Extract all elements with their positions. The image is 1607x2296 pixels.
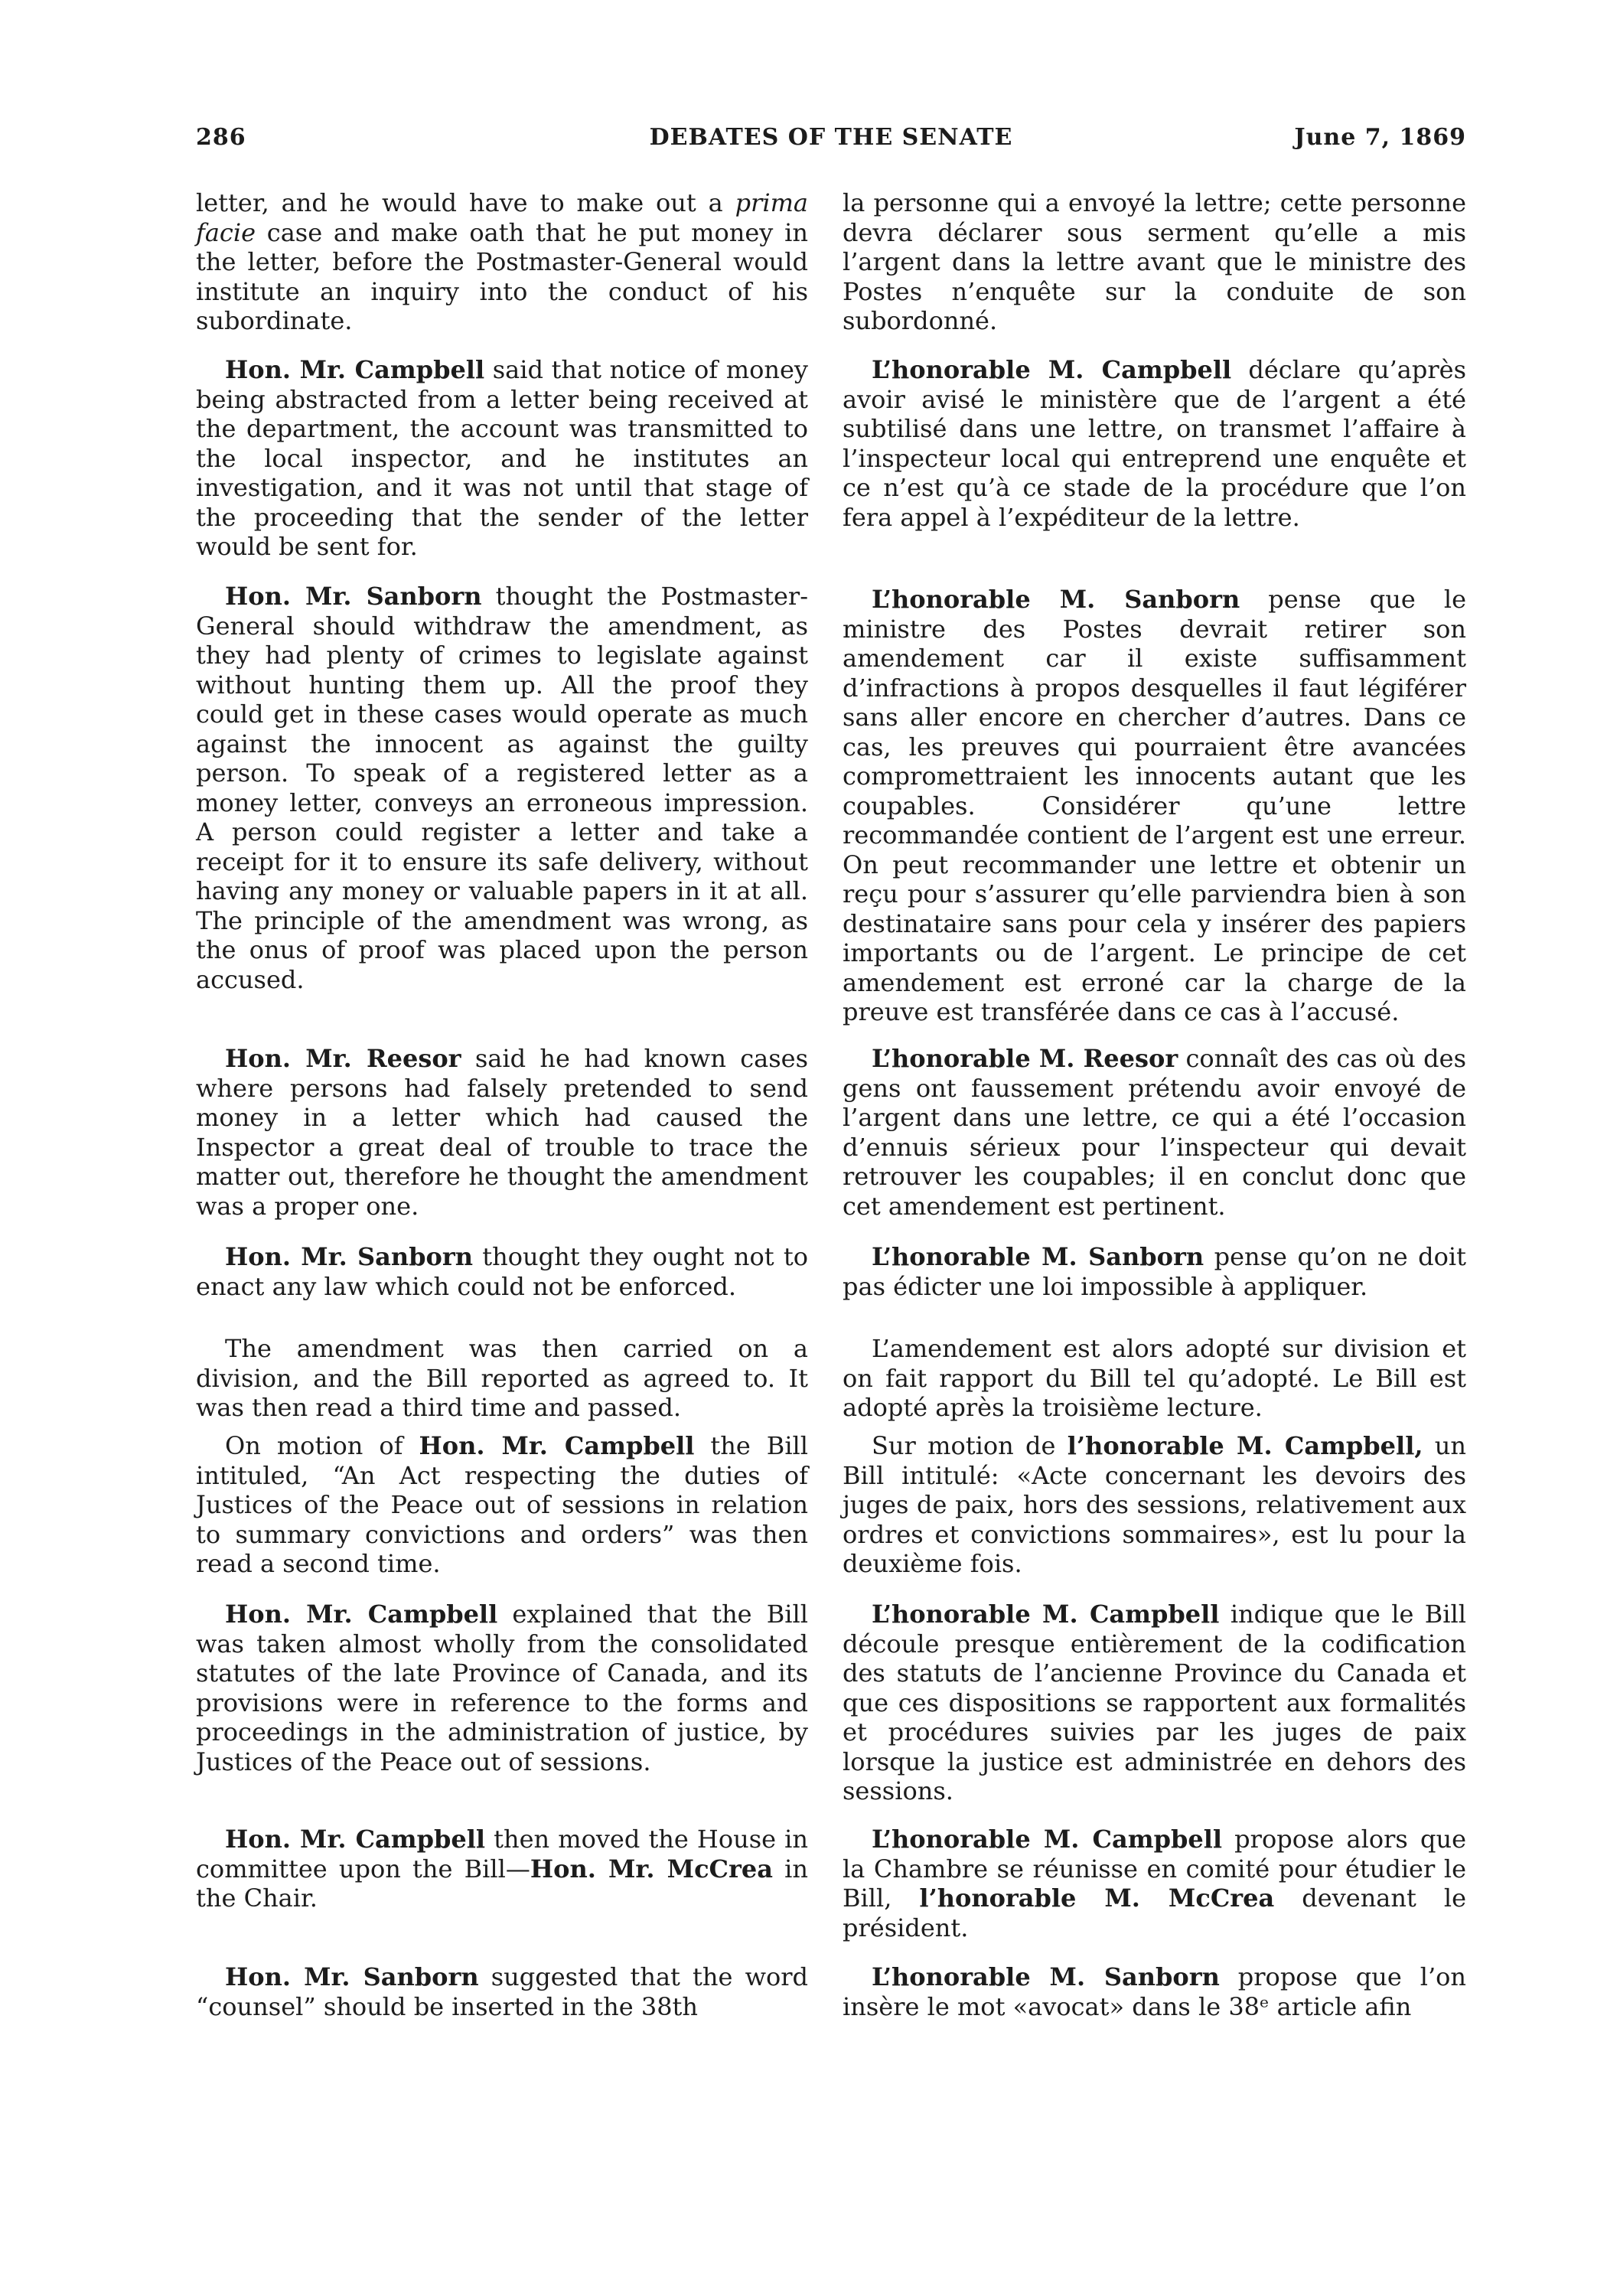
paragraph: Hon. Mr. Campbell explained that the Bill was taken almost wholly from the consolidated statutes of the late Province of Canada, and its provisions were in reference to the forms and proceedings in the administration of justice, by Justices of the Peace out of sessions. (196, 1600, 808, 1776)
speaker-name: L’honorable M. Sanborn (872, 585, 1240, 614)
paragraph: letter, and he would have to make out a prima facie case and make oath that he put money in the letter, before the Postmaster-General would institute an inquiry into the conduct of his subordinate. (196, 188, 808, 335)
paragraph: la personne qui a envoyé la lettre; cette personne devra déclarer sous serment qu’elle a mis l’argent dans la lettre avant que le ministre des Postes n’enquête sur la conduite de son subordonné. (843, 188, 1466, 335)
page-number: 286 (196, 124, 246, 151)
speaker-name: L’honorable M. Sanborn (872, 1962, 1220, 1991)
paragraph: Hon. Mr. Campbell said that notice of money being abstracted from a letter being received at the department, the account was transmitted to the local inspector, and he institutes an investigation, and it was not until that stage of the proceeding that the sender of the letter would be sent for. (196, 355, 809, 561)
speaker-name: L’honorable M. Campbell (872, 355, 1232, 384)
chair-name: l’honorable M. McCrea (919, 1883, 1275, 1913)
speaker-name: Hon. Mr. Campbell (419, 1431, 695, 1460)
speaker-name: Hon. Mr. Sanborn (225, 582, 482, 611)
paragraph: L’honorable M. Sanborn pense qu’on ne doit pas édicter une loi impossible à appliquer. (843, 1242, 1466, 1301)
paragraph: On motion of Hon. Mr. Campbell the Bill intituled, “An Act respecting the duties of Justices of the Peace out of sessions in relation to summary convictions and orders” was then read a second time. (196, 1431, 809, 1578)
paragraph: L’honorable M. Sanborn pense que le ministre des Postes devrait retirer son amendement car il existe suffisamment d’infractions à propos desquelles il faut légiférer sans aller encore en chercher d’autres. Dans ce cas, les preuves qui pourraient être avancées compromettraient les innocents autant que les coupables. Considérer qu’une lettre recommandée contient de l’argent est une erreur. On peut recommander une lettre et obtenir un reçu pour s’assurer qu’elle parviendra bien à son destinataire sans pour cela y insérer des papiers importants ou de l’argent. Le principe de cet amendement est erroné car la charge de la preuve est transférée dans ce cas à l’accusé. (843, 585, 1467, 1026)
page-header (196, 124, 1466, 155)
paragraph: L’honorable M. Campbell propose alors que la Chambre se réunisse en comité pour étudier le Bill, l’honorable M. McCrea devenant le président. (843, 1825, 1467, 1942)
paragraph: Hon. Mr. Campbell then moved the House in committee upon the Bill—Hon. Mr. McCrea in the Chair. (196, 1825, 809, 1913)
speaker-name: Hon. Mr. Sanborn (225, 1242, 473, 1271)
latin-term: prima facie (196, 188, 808, 247)
paragraph: L’amendement est alors adopté sur division et on fait rapport du Bill tel qu’adopté. Le Bill est adopté après la troisième lecture. (843, 1334, 1466, 1422)
speaker-name: L’honorable M. Sanborn (872, 1242, 1204, 1271)
speaker-name: Hon. Mr. Campbell (225, 1600, 498, 1629)
speaker-name: Hon. Mr. Reesor (225, 1044, 461, 1073)
paragraph: L’honorable M. Campbell indique que le Bill découle presque entièrement de la codification des statuts de l’ancienne Province du Canada et que ces dispositions se rapportent aux formalités et procédures suivies par les juges de paix lorsque la justice est administrée en dehors des sessions. (843, 1600, 1467, 1805)
paragraph: Sur motion de l’honorable M. Campbell, un Bill intitulé: «Acte concernant les devoirs des juges de paix, hors des sessions, relativement aux ordres et convictions sommaires», est lu pour la deuxième fois. (843, 1431, 1467, 1578)
speaker-name: L’honorable M. Reesor (872, 1044, 1178, 1073)
speaker-name: Hon. Mr. Campbell (225, 355, 485, 384)
paragraph: Hon. Mr. Sanborn thought they ought not to enact any law which could not be enforced. (196, 1242, 809, 1301)
chair-name: Hon. Mr. McCrea (530, 1854, 773, 1883)
speaker-name: Hon. Mr. Campbell (225, 1825, 486, 1854)
speaker-name: L’honorable M. Campbell (872, 1825, 1222, 1854)
running-title: DEBATES OF THE SENATE (649, 124, 1013, 151)
speaker-name: l’honorable M. Campbell, (1067, 1431, 1423, 1460)
paragraph: L’honorable M. Sanborn propose que l’on insère le mot «avocat» dans le 38ᵉ article afin (843, 1962, 1467, 2021)
paragraph: Hon. Mr. Reesor said he had known cases where persons had falsely pretended to send money in a letter which had caused the Inspector a great deal of trouble to trace the matter out, therefore he thought the amendment was a proper one. (196, 1044, 808, 1221)
paragraph: Hon. Mr. Sanborn suggested that the word “counsel” should be inserted in the 38th (196, 1962, 808, 2021)
paragraph: L’honorable M. Campbell déclare qu’après avoir avisé le ministère que de l’argent a été subtilisé dans une lettre, on transmet l’affaire à l’inspecteur local qui entreprend une enquête et ce n’est qu’à ce stade de la procédure que l’on fera appel à l’expéditeur de la lettre. (843, 355, 1466, 532)
paragraph: L’honorable M. Reesor connaît des cas où des gens ont faussement prétendu avoir envoyé de l’argent dans une lettre, ce qui a été l’occasion d’ennuis sérieux pour l’inspecteur qui devait retrouver les coupables; il en conclut donc que cet amendement est pertinent. (843, 1044, 1467, 1221)
session-date: June 7, 1869 (1294, 124, 1466, 151)
speaker-name: L’honorable M. Campbell (872, 1600, 1220, 1629)
speaker-name: Hon. Mr. Sanborn (225, 1962, 479, 1991)
paragraph: Hon. Mr. Sanborn thought the Postmaster-General should withdraw the amendment, as they had plenty of crimes to legislate against without hunting them up. All the proof they could get in these cases would operate as much against the innocent as against the guilty person. To speak of a registered letter as a money letter, conveys an erroneous impression. A person could register a letter and take a receipt for it to ensure its safe delivery, without having any money or valuable papers in it at all. The principle of the amendment was wrong, as the onus of proof was placed upon the person accused. (196, 582, 809, 994)
paragraph: The amendment was then carried on a division, and the Bill reported as agreed to. It was then read a third time and passed. (196, 1334, 808, 1422)
